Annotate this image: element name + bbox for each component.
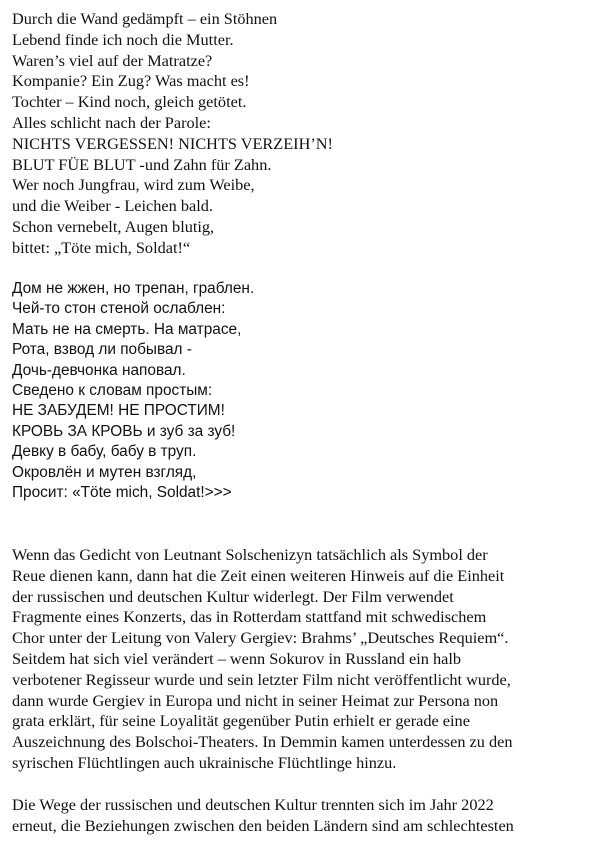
text-line: Просит: «Töte mich, Soldat!>>> [12, 484, 232, 502]
text-line: Durch die Wand gedämpft – ein Stöhnen [12, 9, 278, 28]
text-line: Wer noch Jungfrau, wird zum Weibe, [12, 175, 255, 195]
text-line: syrischen Flüchtlingen auch ukrainische Flüchtlinge hinzu. [12, 752, 397, 772]
text-line: Мать не на смерть. На матрасе, [12, 320, 242, 338]
text-line: Waren’s viel auf der Matratze? [12, 50, 213, 70]
text-line: Schon vernebelt, Augen blutig, [12, 216, 215, 236]
text-line: Сведено к словам простым: [12, 382, 213, 400]
text-line: Fragmente eines Konzerts, das in Rotterdam stattfand mit schwedischem [12, 607, 487, 627]
text-line: Дом не жжен, но трепан, граблен. [12, 280, 255, 297]
poem-russian [12, 279, 592, 503]
text-line: Die Wege der russischen und deutschen Kultur trennten sich im Jahr 2022 [12, 795, 494, 814]
text-line: grata erklärt, für seine Loyalität gegenüber Putin erhielt er gerade eine [12, 711, 470, 731]
text-line: Alles schlicht nach der Parole: [12, 112, 211, 132]
text-line: Reue dienen kann, dann hat die Zeit einen weiteren Hinweis auf die Einheit [12, 565, 505, 585]
text-line: Wenn das Gedicht von Leutnant Solschenizyn tatsächlich als Symbol der [12, 545, 488, 564]
text-line: КРОВЬ ЗА КРОВЬ и зуб за зуб! [12, 422, 236, 440]
text-line: Auszeichnung des Bolschoi-Theaters. In Demmin kamen unterdessen zu den [12, 732, 513, 752]
text-line: Seitdem hat sich viel verändert – wenn Sokurov in Russland ein halb [12, 648, 462, 668]
text-line: Chor unter der Leitung von Valery Gergiev: Brahms’ „Deutsches Requiem“. [12, 628, 509, 648]
text-line: der russischen und deutschen Kultur widerlegt. Der Film verwendet [12, 586, 454, 606]
text-line: Kompanie? Ein Zug? Was macht es! [12, 71, 250, 91]
poem-german [12, 9, 592, 259]
text-line: dann wurde Gergiev in Europa und nicht in seiner Heimat zur Persona non [12, 690, 499, 710]
text-line: Окровлён и мутен взгляд, [12, 463, 197, 481]
text-line: BLUT FÜE BLUT -und Zahn für Zahn. [12, 154, 272, 174]
text-line: bittet: „Töte mich, Soldat!“ [12, 237, 191, 257]
text-line: Tochter – Kind noch, gleich getötet. [12, 92, 247, 112]
text-line: Рота, взвод ли побывал - [12, 341, 192, 359]
text-line: НЕ ЗАБУДЕМ! НЕ ПРОСТИМ! [12, 402, 225, 420]
text-line: Девку в бабу, бабу в труп. [12, 443, 197, 461]
text-line: Чей-то стон стеной ослаблен: [12, 300, 226, 318]
text-line: Lebend finde ich noch die Mutter. [12, 29, 234, 49]
text-line: NICHTS VERGESSEN! NICHTS VERZEIH’N! [12, 133, 333, 153]
text-line: Дочь-девчонка наповал. [12, 361, 186, 379]
paragraph-1 [12, 545, 592, 774]
text-line: verbotener Regisseur wurde und sein letzter Film nicht veröffentlicht wurde, [12, 669, 511, 689]
text-line: erneut, die Beziehungen zwischen den beiden Ländern sind am schlechtesten [12, 815, 514, 835]
text-line: und die Weiber - Leichen bald. [12, 196, 213, 216]
paragraph-2 [12, 795, 592, 837]
